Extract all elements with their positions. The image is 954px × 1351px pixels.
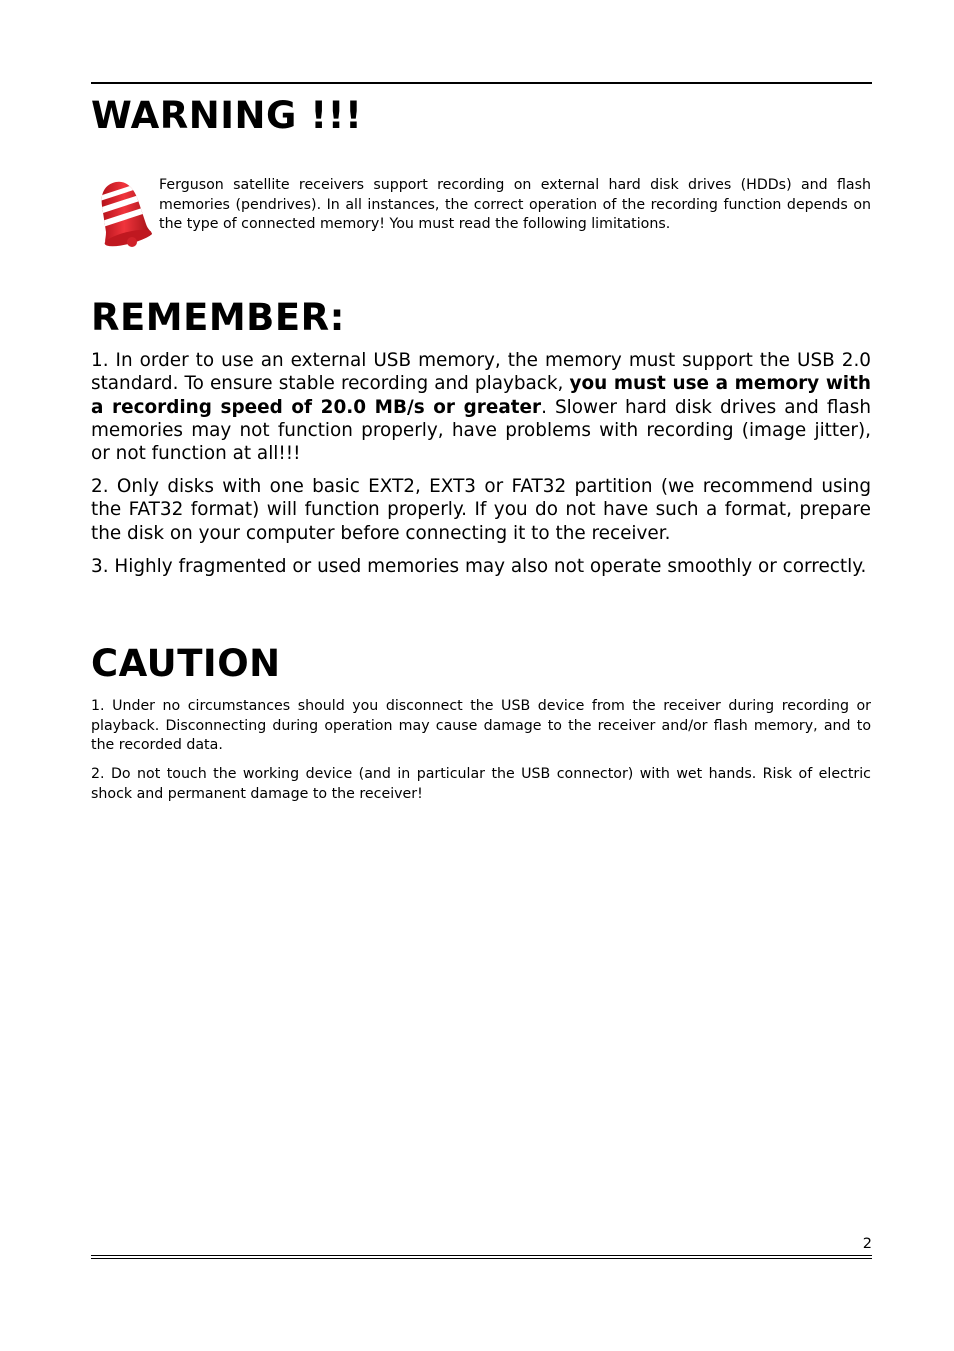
header-rule [91, 82, 872, 84]
remember-item-2: 2. Only disks with one basic EXT2, EXT3 or FAT32 partition (we recommend using the FAT32 format) will function properly. If you do not have such a format, prepare the disk on your computer before connecting it to the receiver. [91, 476, 871, 544]
remember-item-1-tail: . Slower hard disk drives and flash memories may not function properly, have problems with recording (image jitter), or not function at all!!! [91, 396, 871, 465]
remember-item-3: 3. Highly fragmented or used memories may also not operate smoothly or correctly. [91, 556, 867, 577]
remember-item-1-text: 1. In order to use an external USB memory, the memory must support the USB 2.0 standard. To ensure stable recording and playback, [91, 350, 871, 395]
warning-heading: WARNING !!! [91, 94, 363, 137]
remember-heading: REMEMBER: [91, 296, 345, 339]
warning-text: Ferguson satellite receivers support recording on external hard disk drives (HDDs) and flash memories (pendrives). In all instances, the correct operation of the recording function depends on the type of connected memory! You must read the following limitations. [159, 177, 871, 233]
caution-item-2: 2. Do not touch the working device (and in particular the USB connector) with wet hands. Risk of electric shock and permanent damage to the receiver! [91, 766, 871, 802]
page-number: 2 [862, 1236, 872, 1252]
remember-item-1 [91, 349, 871, 465]
footer-rule-double [91, 1258, 872, 1259]
footer-rule [91, 1255, 872, 1256]
caution-item-1: 1. Under no circumstances should you disconnect the USB device from the receiver during recording or playback. Disconnecting during operation may cause damage to the receiver and/or flash memory, and to the recorded data. [91, 698, 871, 753]
remember-item-1-bold: you must use a memory with a recording speed of 20.0 MB/s or greater [91, 373, 871, 418]
caution-heading: CAUTION [91, 642, 281, 685]
alarm-bell-icon [94, 178, 156, 248]
